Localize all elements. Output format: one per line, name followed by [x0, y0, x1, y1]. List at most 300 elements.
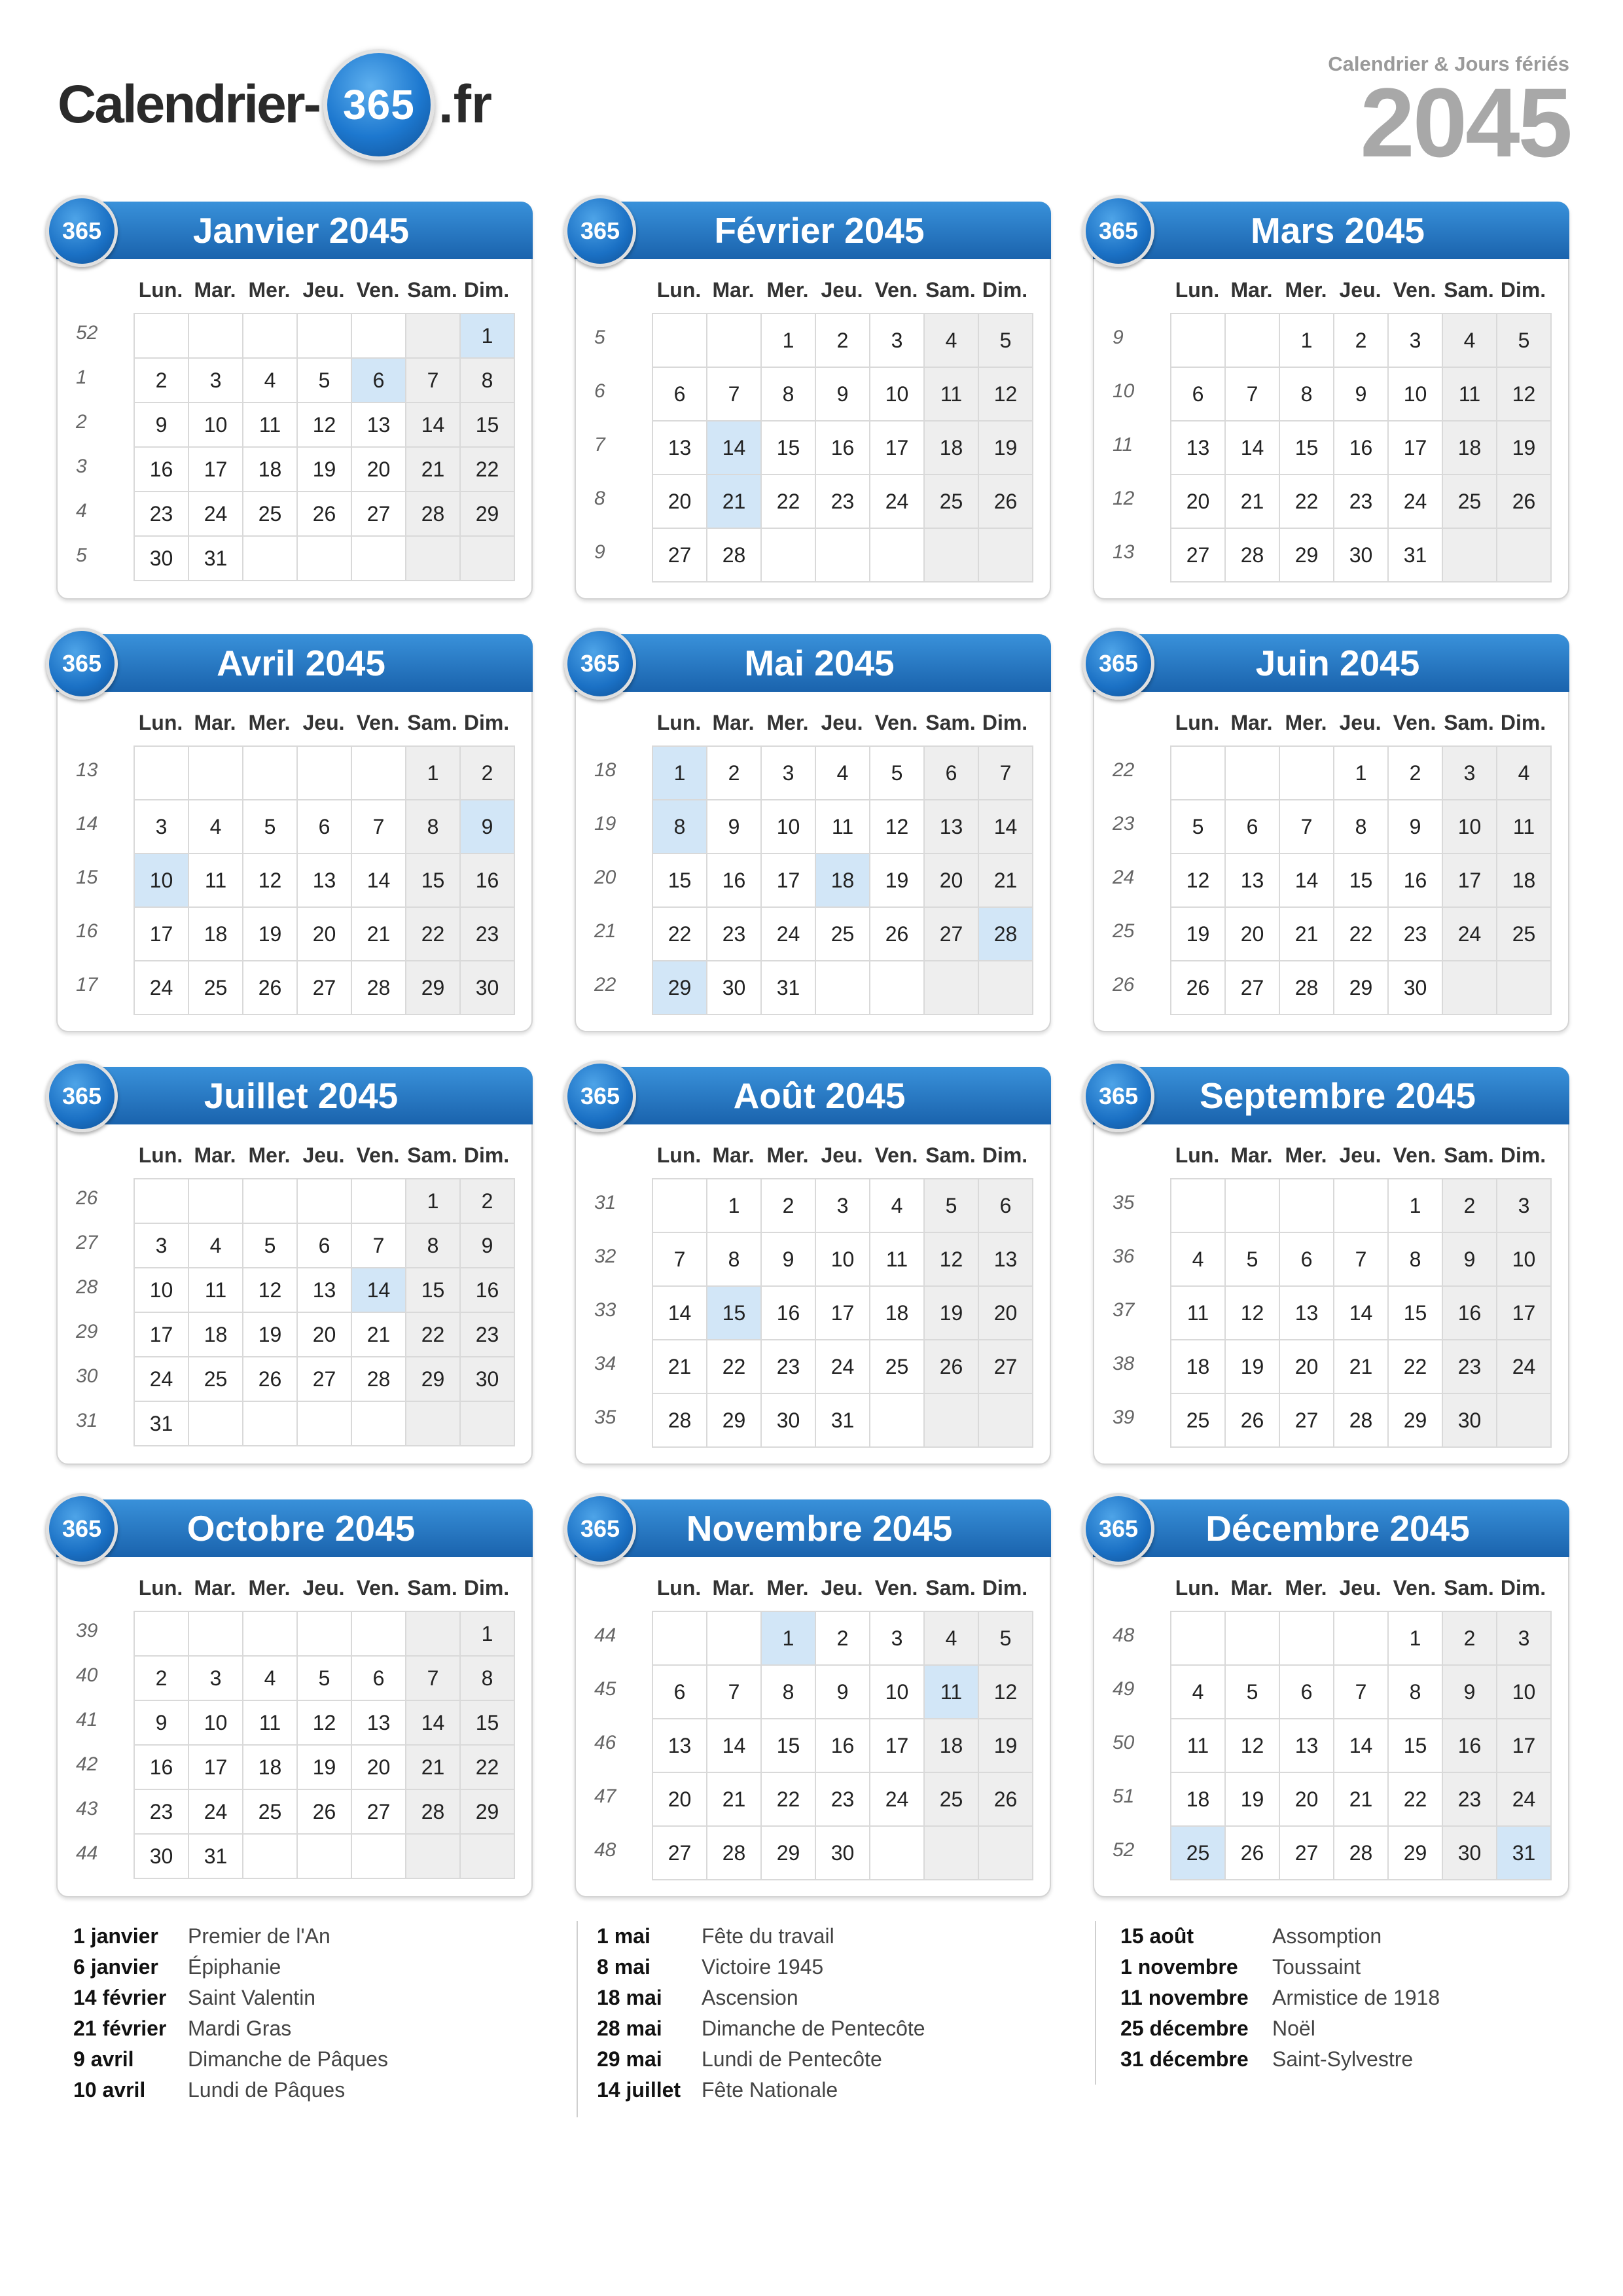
day-cell: 9: [461, 1224, 515, 1268]
day-cell: 22: [406, 908, 461, 961]
weekday-label: Mer.: [766, 1143, 809, 1167]
week-row: [653, 1179, 1033, 1233]
logo-prefix: Calendrier-: [58, 75, 319, 134]
week-number: 46: [594, 1732, 616, 1753]
week-number: 49: [1113, 1678, 1135, 1700]
week-row: [1171, 368, 1552, 422]
day-cell: 10: [870, 368, 925, 422]
day-cell: 23: [135, 492, 189, 537]
day-cell: 13: [979, 1233, 1033, 1287]
week-number: 26: [76, 1187, 98, 1209]
day-cell: [243, 537, 298, 581]
weekday-label: Jeu.: [1339, 278, 1382, 302]
weekday-label: Lun.: [138, 1576, 183, 1600]
day-cell: 14: [352, 854, 406, 908]
day-cell: 20: [298, 908, 352, 961]
holiday-date: 6 janvier: [73, 1955, 158, 1979]
day-cell: 20: [298, 1313, 352, 1357]
day-cell: 5: [870, 747, 925, 800]
day-cell: 6: [352, 359, 406, 403]
day-cell: [189, 1612, 243, 1657]
day-cell: 11: [189, 1268, 243, 1313]
week-row: [1171, 961, 1552, 1015]
weekday-header: [652, 1143, 1032, 1168]
weekday-label: Lun.: [138, 711, 183, 734]
day-cell: 28: [653, 1394, 707, 1448]
day-cell: 11: [1171, 1719, 1226, 1773]
day-cell: 2: [461, 1179, 515, 1224]
day-cell: 19: [1171, 908, 1226, 961]
day-cell: 21: [1334, 1340, 1389, 1394]
day-cell: 17: [870, 1719, 925, 1773]
day-cell: 6: [1171, 368, 1226, 422]
holiday-name: Saint-Sylvestre: [1272, 2047, 1414, 2071]
week-row: [1171, 422, 1552, 475]
day-cell: 20: [1280, 1773, 1334, 1827]
day-cell: 2: [1334, 314, 1389, 368]
month-badge-365: 365: [46, 195, 118, 267]
holiday-date: 29 mai: [597, 2047, 662, 2071]
day-cell: 5: [1226, 1666, 1280, 1719]
day-cell: [298, 314, 352, 359]
day-cell: 14: [406, 403, 461, 448]
holiday-entry: [73, 1921, 388, 1952]
day-cell: 14: [1280, 854, 1334, 908]
day-cell: 9: [135, 403, 189, 448]
day-cell: [406, 537, 461, 581]
week-row: [653, 1233, 1033, 1287]
day-cell: 7: [653, 1233, 707, 1287]
day-cell: 30: [707, 961, 762, 1015]
holiday-entry: [1120, 1952, 1440, 1982]
day-cell: 22: [762, 475, 816, 529]
holiday-date: 1 mai: [597, 1924, 651, 1948]
day-cell: 16: [816, 1719, 870, 1773]
day-cell: 12: [298, 1701, 352, 1746]
day-cell: 31: [189, 537, 243, 581]
week-number: 39: [76, 1620, 98, 1641]
day-cell: [870, 1827, 925, 1880]
day-cell: [816, 529, 870, 583]
day-cell: 27: [925, 908, 979, 961]
weekday-header: [1170, 1143, 1550, 1168]
weekday-label: Mer.: [1285, 1576, 1327, 1600]
day-cell: [1280, 1179, 1334, 1233]
day-cell: 26: [925, 1340, 979, 1394]
day-cell: 9: [816, 368, 870, 422]
weekday-label: Mar.: [1230, 711, 1273, 734]
week-row: [1171, 1340, 1552, 1394]
day-cell: 19: [870, 854, 925, 908]
day-cell: 8: [406, 800, 461, 854]
day-cell: 17: [870, 422, 925, 475]
holiday-name: Toussaint: [1272, 1955, 1361, 1979]
week-row: [135, 403, 515, 448]
day-cell: 30: [816, 1827, 870, 1880]
day-cell: 8: [406, 1224, 461, 1268]
day-cell: 8: [1389, 1666, 1443, 1719]
weekday-label: Dim.: [1500, 278, 1546, 302]
weekday-label: Mer.: [1285, 711, 1327, 734]
week-number: 43: [76, 1798, 98, 1820]
day-cell: 6: [653, 368, 707, 422]
day-cell: 3: [135, 800, 189, 854]
holiday-name: Noël: [1272, 2017, 1315, 2040]
holiday-name: Assomption: [1272, 1924, 1382, 1948]
day-cell: 22: [461, 1746, 515, 1790]
week-number: 1: [76, 367, 87, 388]
day-cell: 16: [707, 854, 762, 908]
day-grid: [1170, 1178, 1552, 1448]
day-cell: 23: [461, 908, 515, 961]
weekday-label: Sam.: [407, 1143, 457, 1167]
day-cell: 18: [1171, 1773, 1226, 1827]
day-cell: [1334, 1179, 1389, 1233]
day-cell: [1171, 747, 1226, 800]
week-number: 36: [1113, 1246, 1135, 1267]
day-cell: 26: [1226, 1394, 1280, 1448]
week-number: 11: [1113, 434, 1133, 456]
day-cell: 5: [243, 800, 298, 854]
week-number: 24: [1113, 867, 1135, 888]
day-cell: 4: [189, 800, 243, 854]
day-cell: 28: [1334, 1394, 1389, 1448]
day-cell: 13: [298, 1268, 352, 1313]
weekday-label: Mar.: [194, 711, 236, 734]
day-cell: 3: [1443, 747, 1497, 800]
week-row: [653, 1340, 1033, 1394]
holiday-name: Victoire 1945: [702, 1955, 824, 1979]
day-cell: 1: [1334, 747, 1389, 800]
day-cell: 4: [189, 1224, 243, 1268]
weekday-label: Sam.: [1444, 1143, 1494, 1167]
day-cell: 11: [925, 1666, 979, 1719]
week-number: 20: [594, 867, 616, 888]
day-cell: 4: [870, 1179, 925, 1233]
day-cell: 5: [298, 1657, 352, 1701]
day-cell: 28: [352, 961, 406, 1015]
month-badge-365: 365: [1082, 628, 1154, 700]
week-row: [653, 1666, 1033, 1719]
weekday-label: Ven.: [874, 1576, 918, 1600]
week-row: [135, 1357, 515, 1402]
day-cell: 23: [707, 908, 762, 961]
logo-suffix: .fr: [438, 75, 492, 134]
day-cell: 21: [707, 1773, 762, 1827]
day-cell: 15: [762, 1719, 816, 1773]
weekday-label: Ven.: [874, 278, 918, 302]
day-cell: 25: [189, 1357, 243, 1402]
day-cell: 12: [870, 800, 925, 854]
day-cell: [979, 961, 1033, 1015]
weekday-label: Dim.: [982, 1143, 1028, 1167]
day-cell: [925, 529, 979, 583]
day-cell: 19: [1226, 1340, 1280, 1394]
day-cell: [979, 1827, 1033, 1880]
day-cell: [870, 961, 925, 1015]
day-cell: 15: [406, 854, 461, 908]
day-cell: [406, 1402, 461, 1446]
month-calendar: [575, 1499, 1051, 1897]
day-cell: 21: [1280, 908, 1334, 961]
holiday-name: Épiphanie: [188, 1955, 281, 1979]
day-cell: [352, 314, 406, 359]
day-cell: 15: [762, 422, 816, 475]
day-cell: 27: [1280, 1827, 1334, 1880]
week-row: [653, 747, 1033, 800]
day-grid: [1170, 1611, 1552, 1880]
day-cell: [1443, 961, 1497, 1015]
day-cell: [870, 529, 925, 583]
week-number: 50: [1113, 1732, 1135, 1753]
holiday-entry: [73, 2013, 388, 2044]
day-cell: 18: [1171, 1340, 1226, 1394]
week-number: 52: [1113, 1839, 1135, 1861]
day-cell: 1: [406, 747, 461, 800]
weekday-label: Lun.: [1175, 711, 1220, 734]
day-cell: 12: [979, 1666, 1033, 1719]
day-cell: 29: [461, 1790, 515, 1835]
day-cell: 2: [707, 747, 762, 800]
week-number: 51: [1113, 1785, 1135, 1807]
weekday-label: Lun.: [656, 278, 702, 302]
day-cell: 10: [816, 1233, 870, 1287]
weekday-label: Sam.: [1444, 711, 1494, 734]
day-cell: 13: [1171, 422, 1226, 475]
day-cell: 19: [1497, 422, 1552, 475]
day-cell: 23: [1389, 908, 1443, 961]
day-grid: [652, 1178, 1033, 1448]
day-cell: 7: [707, 1666, 762, 1719]
day-cell: 7: [1280, 800, 1334, 854]
day-cell: 4: [243, 1657, 298, 1701]
day-cell: 13: [298, 854, 352, 908]
day-cell: [925, 961, 979, 1015]
week-row: [135, 800, 515, 854]
month-calendar: [1093, 1499, 1569, 1897]
day-cell: 16: [135, 1746, 189, 1790]
week-row: [1171, 1179, 1552, 1233]
month-title: Juillet 2045: [56, 1067, 533, 1124]
day-cell: 15: [406, 1268, 461, 1313]
day-cell: 25: [243, 492, 298, 537]
day-cell: 12: [243, 1268, 298, 1313]
day-cell: 17: [189, 448, 243, 492]
day-cell: 13: [1226, 854, 1280, 908]
day-cell: 13: [653, 1719, 707, 1773]
day-cell: 14: [1334, 1719, 1389, 1773]
week-row: [1171, 475, 1552, 529]
week-number: 19: [594, 813, 616, 834]
day-cell: 18: [243, 1746, 298, 1790]
week-row: [1171, 529, 1552, 583]
day-cell: 14: [979, 800, 1033, 854]
day-cell: 9: [816, 1666, 870, 1719]
day-cell: [707, 1612, 762, 1666]
day-cell: 14: [653, 1287, 707, 1340]
day-cell: 5: [1171, 800, 1226, 854]
holiday-date: 21 février: [73, 2017, 167, 2040]
day-cell: 8: [762, 1666, 816, 1719]
day-cell: [925, 1827, 979, 1880]
day-cell: 8: [1280, 368, 1334, 422]
weekday-header: [1170, 1576, 1550, 1600]
holiday-date: 8 mai: [597, 1955, 651, 1979]
week-number: 44: [594, 1624, 616, 1646]
day-cell: [1497, 961, 1552, 1015]
day-grid: [652, 313, 1033, 583]
week-number: 4: [76, 500, 87, 522]
week-number: 39: [1113, 1407, 1135, 1428]
weekday-header: [652, 1576, 1032, 1600]
day-cell: 27: [979, 1340, 1033, 1394]
day-cell: 26: [1171, 961, 1226, 1015]
holiday-entry: [73, 2075, 388, 2106]
day-cell: 26: [298, 1790, 352, 1835]
weekday-label: Lun.: [1175, 278, 1220, 302]
month-title: Juin 2045: [1093, 634, 1569, 692]
day-cell: [298, 747, 352, 800]
day-cell: 22: [1389, 1340, 1443, 1394]
day-cell: 17: [816, 1287, 870, 1340]
day-cell: 29: [653, 961, 707, 1015]
weekday-label: Jeu.: [302, 1143, 345, 1167]
day-cell: 27: [1226, 961, 1280, 1015]
column-divider: [577, 1921, 578, 2117]
day-cell: 1: [762, 1612, 816, 1666]
day-cell: [1226, 747, 1280, 800]
day-cell: 29: [1389, 1394, 1443, 1448]
weekday-header: [134, 1143, 514, 1168]
week-row: [1171, 1773, 1552, 1827]
day-cell: 6: [1280, 1233, 1334, 1287]
day-cell: 6: [352, 1657, 406, 1701]
week-row: [1171, 1612, 1552, 1666]
day-cell: 9: [461, 800, 515, 854]
month-calendar: [575, 202, 1051, 600]
day-cell: 20: [1280, 1340, 1334, 1394]
day-cell: 3: [189, 359, 243, 403]
day-cell: 10: [1497, 1233, 1552, 1287]
week-row: [135, 961, 515, 1015]
weekday-label: Ven.: [356, 278, 400, 302]
day-cell: 13: [352, 403, 406, 448]
day-cell: [352, 1835, 406, 1879]
day-cell: 30: [1443, 1827, 1497, 1880]
day-cell: 9: [1443, 1666, 1497, 1719]
week-number: 35: [594, 1407, 616, 1428]
day-cell: [461, 1835, 515, 1879]
holiday-name: Ascension: [702, 1986, 798, 2009]
month-badge-365: 365: [46, 628, 118, 700]
week-number: 32: [594, 1246, 616, 1267]
day-cell: [816, 961, 870, 1015]
day-cell: 29: [707, 1394, 762, 1448]
day-cell: [406, 314, 461, 359]
month-badge-365: 365: [1082, 195, 1154, 267]
day-cell: 30: [1334, 529, 1389, 583]
day-cell: 10: [135, 854, 189, 908]
day-cell: [653, 1179, 707, 1233]
holiday-entry: [597, 2044, 925, 2075]
day-cell: 14: [707, 1719, 762, 1773]
day-cell: 3: [1497, 1612, 1552, 1666]
day-cell: 18: [870, 1287, 925, 1340]
week-row: [1171, 854, 1552, 908]
day-cell: 8: [762, 368, 816, 422]
month-title: Mai 2045: [575, 634, 1051, 692]
weekday-header: [1170, 711, 1550, 735]
weekday-label: Ven.: [874, 711, 918, 734]
week-number: 5: [76, 545, 87, 566]
day-cell: 8: [1389, 1233, 1443, 1287]
day-cell: 19: [298, 1746, 352, 1790]
day-cell: 26: [979, 1773, 1033, 1827]
day-cell: 27: [653, 529, 707, 583]
month-title: Décembre 2045: [1093, 1499, 1569, 1557]
weekday-label: Sam.: [407, 278, 457, 302]
day-cell: [762, 529, 816, 583]
holiday-entry: [73, 1982, 388, 2013]
day-cell: 10: [870, 1666, 925, 1719]
day-grid: [652, 1611, 1033, 1880]
weekday-label: Jeu.: [302, 278, 345, 302]
day-cell: 26: [1226, 1827, 1280, 1880]
week-number: 16: [76, 920, 98, 942]
day-cell: 19: [979, 1719, 1033, 1773]
week-number: 5: [594, 327, 605, 348]
weekday-label: Sam.: [407, 1576, 457, 1600]
holiday-entry: [1120, 1921, 1440, 1952]
day-cell: 3: [870, 1612, 925, 1666]
week-number: 2: [76, 411, 87, 433]
day-cell: [298, 1179, 352, 1224]
weekday-label: Lun.: [656, 711, 702, 734]
day-cell: 23: [816, 1773, 870, 1827]
holiday-name: Fête Nationale: [702, 2078, 838, 2102]
day-cell: 11: [189, 854, 243, 908]
day-cell: [298, 1612, 352, 1657]
month-title: Août 2045: [575, 1067, 1051, 1124]
day-cell: [1171, 1612, 1226, 1666]
month-title: Septembre 2045: [1093, 1067, 1569, 1124]
day-cell: 27: [653, 1827, 707, 1880]
day-grid: [134, 313, 515, 581]
week-number: 22: [1113, 759, 1135, 781]
day-cell: [189, 1402, 243, 1446]
month-calendar: [1093, 634, 1569, 1032]
weekday-label: Sam.: [1444, 278, 1494, 302]
day-cell: 4: [925, 1612, 979, 1666]
day-cell: 10: [135, 1268, 189, 1313]
day-cell: 17: [1497, 1719, 1552, 1773]
day-cell: 28: [707, 1827, 762, 1880]
day-cell: 22: [406, 1313, 461, 1357]
week-row: [135, 1402, 515, 1446]
day-cell: 1: [461, 314, 515, 359]
day-cell: 20: [653, 1773, 707, 1827]
day-cell: 28: [406, 492, 461, 537]
day-cell: 16: [1443, 1287, 1497, 1340]
day-cell: 8: [707, 1233, 762, 1287]
holiday-entry: [597, 1952, 925, 1982]
weekday-label: Mer.: [766, 1576, 809, 1600]
weekday-label: Mar.: [712, 1143, 755, 1167]
weekday-label: Sam.: [925, 1576, 976, 1600]
month-title: Mars 2045: [1093, 202, 1569, 259]
holiday-entry: [1120, 2044, 1440, 2075]
weekday-label: Jeu.: [1339, 711, 1382, 734]
